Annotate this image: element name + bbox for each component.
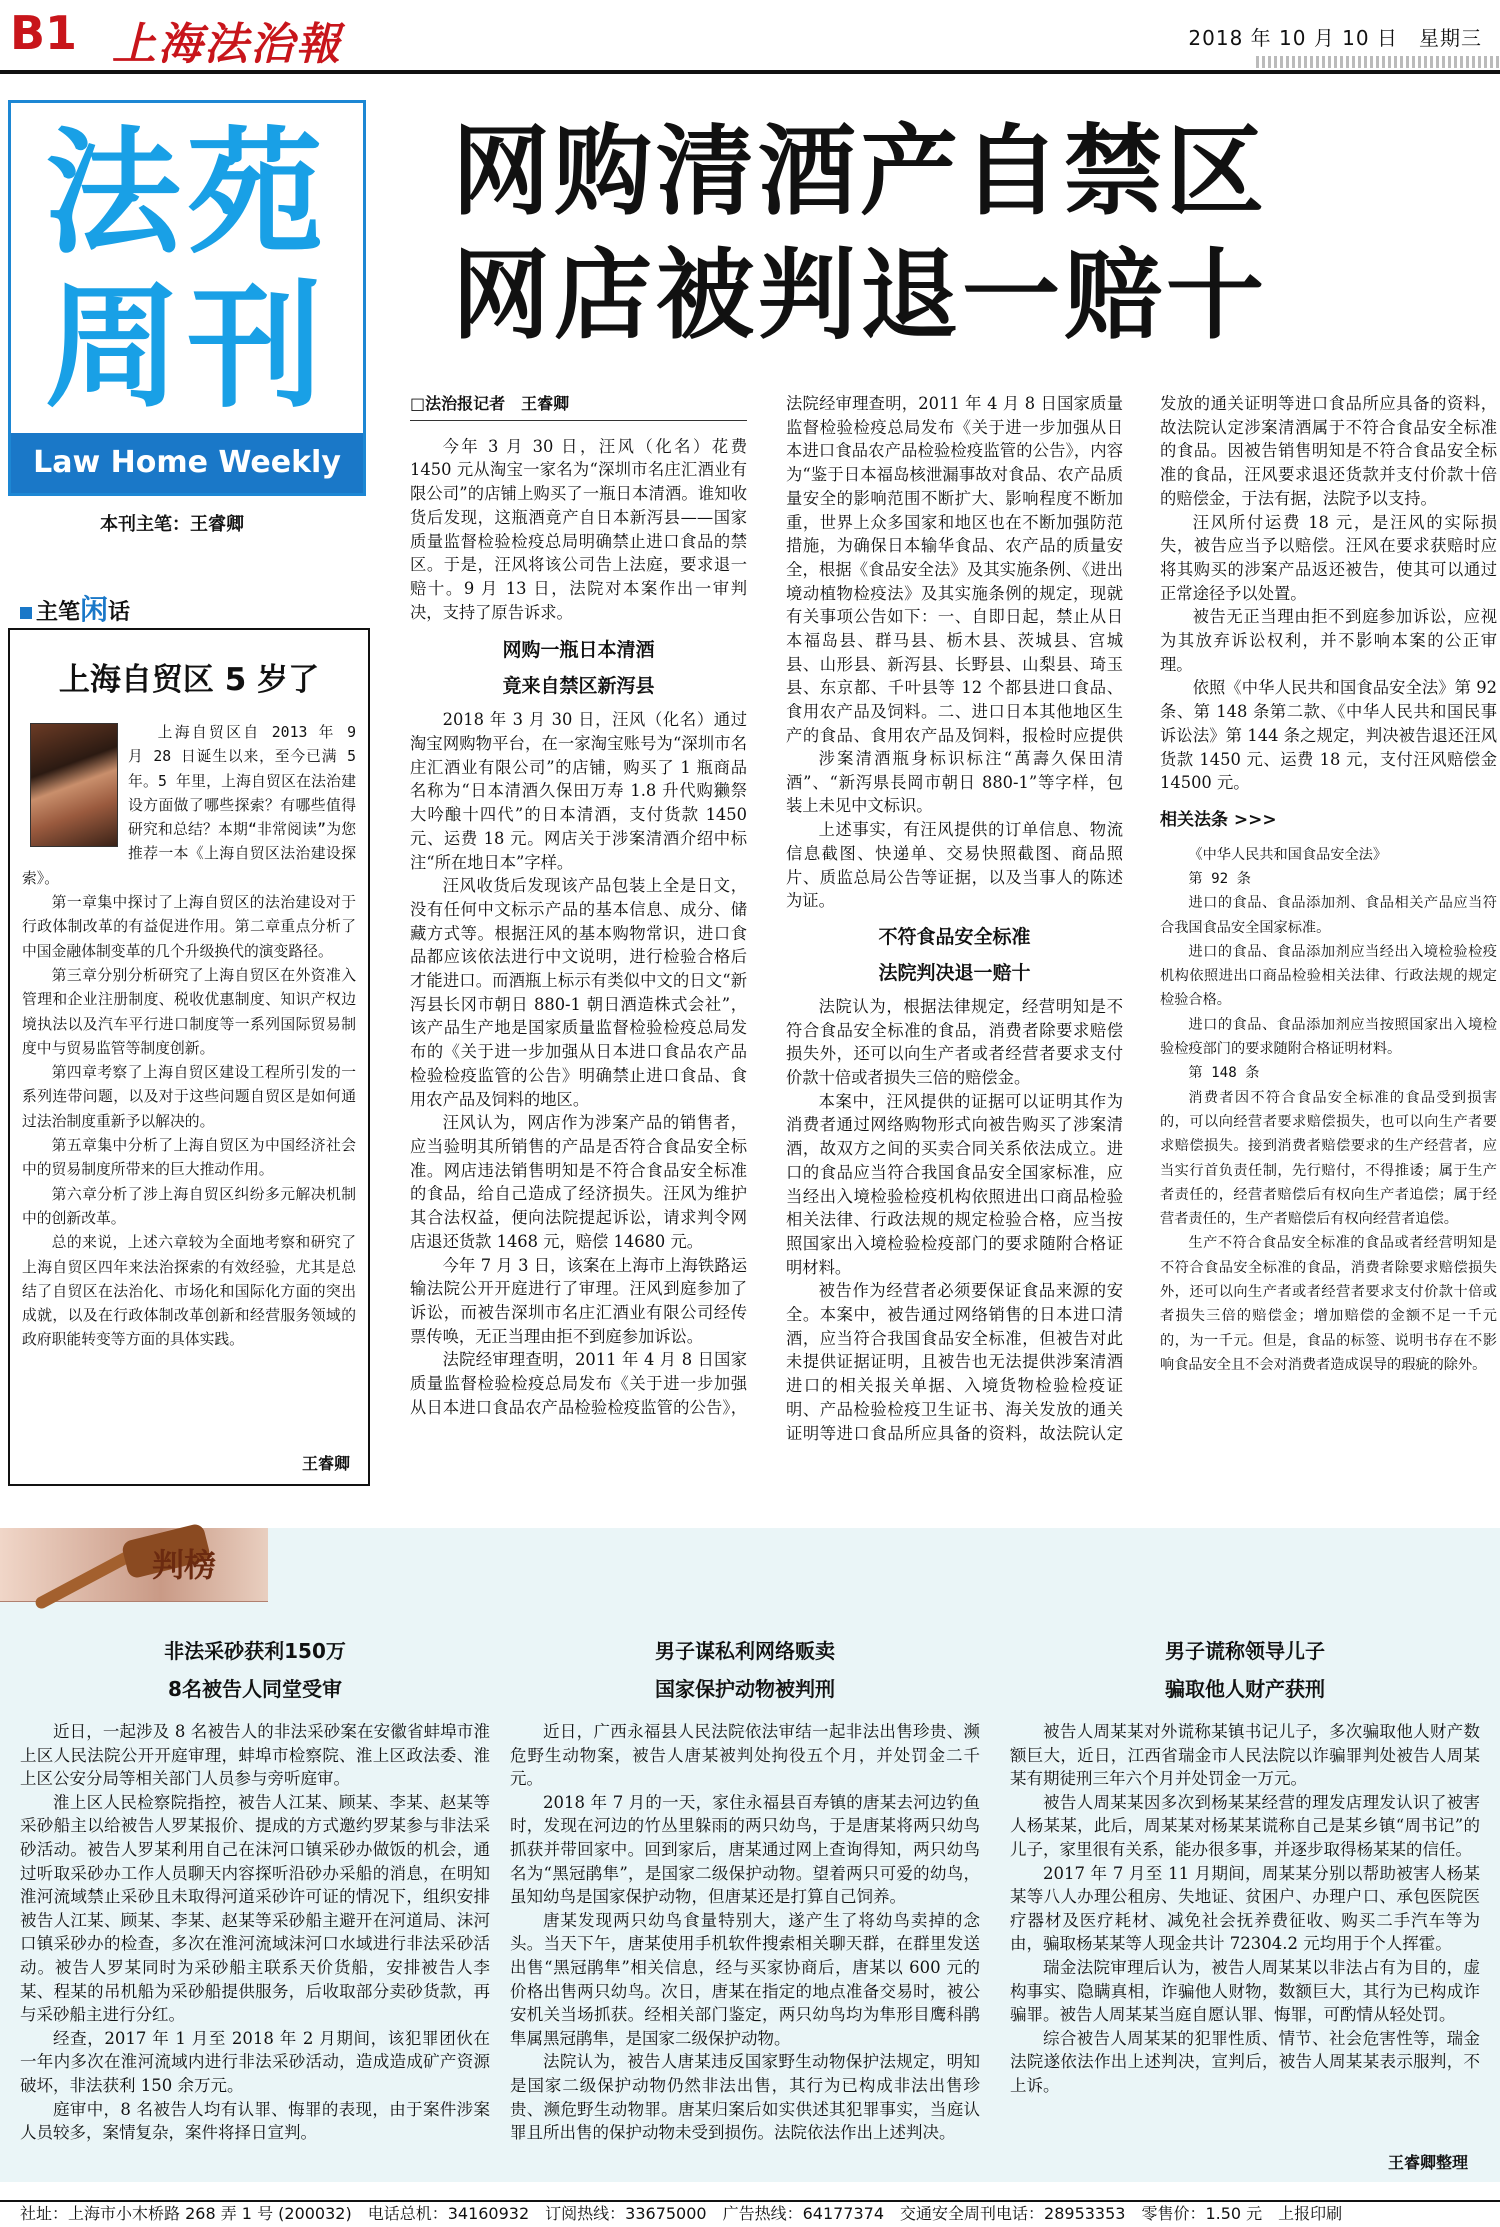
label-mid: 闲 [80,593,109,626]
article-column-3 [1160,392,1497,1377]
column-logo-english: Law Home Weekly [11,433,363,493]
article-paragraph: 涉案清酒瓶身标识标注“萬壽久保田清酒”、“新泻県長岡市朝日 880-1”等字样，包装上未见中文标识。 [786,749,1123,816]
article-paragraph: 被告作为经营者必须要保证食品来源的安全。本案中，被告通过网络销售的日本进口清酒，应当符合我国食品安全标准，但被告对此未提供证据证明，且被告也无法提供涉案清酒进口的相关报关单据、入境货物检验检疫证明、产品检验检疫卫生证书、海关发放的通关证明等进口食品所应具备的资料，故法院认定 [786,1281,1123,1443]
issue-date: 2018 年 10 月 10 日 星期三 [1188,26,1482,50]
law-article-148: 第 148 条 [1188,1065,1260,1082]
story-paragraph: 被告人周某某因多次到杨某某经营的理发店理发认识了被害人杨某某，此后，周某某对杨某某谎称自己是某乡镇“周书记”的儿子，家里很有关系，能办很多事，并逐步取得杨某某的信任。 [1010,1792,1480,1859]
article-paragraph: 法院认为，根据法律规定，经营明知是不符合食品安全标准的食品，消费者除要求赔偿损失外，还可以向生产者或者经营者要求支付价款十倍或者损失三倍的赔偿金。 [786,996,1123,1088]
related-laws [1160,843,1497,1378]
story-paragraph: 淮上区人民检察院指控，被告人江某、顾某、李某、赵某等采砂船主以给被告人罗某报价、提成的方式邀约罗某参与非法采砂活动。被告人罗某利用自己在沫河口镇采砂办做饭的机会，通过听取采砂办工作人员聊天内容探听沿砂办采船的消息，在明知淮河流域禁止采砂且未取得河道采砂许可证的情况下，组织安排被告人江某、顾某、李某、赵某等采砂船主避开在河道局、沫河口镇采砂办的检查，多次在淮河流域沫河口水域进行非法采砂活动。被告人罗某同时为采砂船主联系天价货船，安排被告人李某、程某的吊机船为采砂船提供服务，后收取部分卖砂货款，再与采砂船主进行分红。 [20,1792,490,2025]
article-column-2 [786,392,1123,1445]
story-1 [20,1632,490,2145]
header-rule [0,70,1500,74]
law-title: 《中华人民共和国食品安全法》 [1188,846,1388,863]
article-paragraph: 本案中，汪风提供的证据可以证明其作为消费者通过网络购物形式向被告购买了涉案清酒，故双方之间的买卖合同关系依法成立。进口的食品应当符合我国食品安全国家标准，应当经出入境检验检疫机构依照进出口商品检验相关法律、行政法规的规定检验合格，应当按照国家出入境检验检疫部门的要求随附合格证明材料。 [786,1091,1123,1277]
related-laws-label: 相关法条 >>> [1160,809,1277,830]
story-paragraph: 近日，一起涉及 8 名被告人的非法采砂案在安徽省蚌埠市淮上区人民法院公开开庭审理，蚌埠市检察院、淮上区政法委、淮上区公安分局等相关部门人员参与旁听庭审。 [20,1722,490,1789]
story-paragraph: 被告人周某某对外谎称某镇书记儿子，多次骗取他人财产数额巨大，近日，江西省瑞金市人民法院以诈骗罪判处被告人周某某有期徒刑三年六个月并处罚金一万元。 [1010,1722,1480,1789]
subheading-1 [410,632,747,704]
article-column-1 [410,392,747,1419]
author-photo [30,723,118,847]
article-paragraph: 汪风认为，网店作为涉案产品的销售者，应当验明其所销售的产品是否符合食品安全标准。网店违法销售明知是不符合食品安全标准的食品，给自己造成了经济损失。汪风为维护其合法权益，便向法院提起诉讼，请求判令网店退还货款 1468 元，赔偿 14680 元。 [410,1113,747,1251]
byline: □法治报记者 王睿卿 [410,392,747,421]
story-1-title [20,1632,490,1708]
story-2-title-line-1: 男子谋私利网络贩卖 [655,1639,835,1663]
law-text: 生产不符合食品安全标准的食品或者经营明知是不符合食品安全标准的食品，消费者除要求赔偿损失外，还可以向生产者或者经营者要求支付价款十倍或者损失三倍的赔偿金；增加赔偿的金额不足一千元的，为一千元。但是，食品的标签、说明书存在不影响食品安全且不会对消费者造成误导的瑕疵的除外。 [1160,1235,1497,1373]
article-paragraph: 上述事实，有汪风提供的订单信息、物流信息截图、快递单、交易快照截图、商品照片、质监总局公告等证据，以及当事人的陈述为证。 [786,820,1123,911]
subheading-2b: 法院判决退一赔十 [878,961,1031,984]
story-paragraph: 唐某发现两只幼鸟食量特别大，遂产生了将幼鸟卖掉的念头。当天下午，唐某使用手机软件搜索相关聊天群，在群里发送出售“黑冠鹃隼”相关信息，经与买家协商后，唐某以 600 元的价格出售两只幼鸟。次日，唐某在指定的地点准备交易时，被公安机关当场抓获。经相关部门鉴定，两只幼鸟均为隼形目鹰科鹃隼属黑冠鹃隼，是国家二级保护动物。 [510,1910,980,2048]
article-paragraph: 汪风所付运费 18 元，是汪风的实际损失，被告应当予以赔偿。汪风在要求获赔时应将其购买的涉案产品返还被告，使其可以通过正常途径予以处置。 [1160,512,1497,603]
law-article-92: 第 92 条 [1188,870,1251,887]
section-signature: 王睿卿整理 [1387,2153,1468,2172]
article-paragraph: 汪风收货后发现该产品包装上全是日文，没有任何中文标示产品的基本信息、成分、储藏方式等。根据汪风的基本购物常识，进口食品都应该依法进行中文说明，进行检验合格后才能进口。而酒瓶上标示有类似中文的日文“新泻县长冈市朝日 880-1 朝日酒造株式会社”，该产品生产地是国家质量监督检验检疫总局发布的《关于进一步加强从日本进口食品农产品检验检疫监管的公告》明确禁止进口食品、食用农产品及饲料的地区。 [410,876,747,1109]
story-3-title-line-2: 骗取他人财产获刑 [1165,1677,1325,1701]
main-headline [452,110,1268,358]
subheading-2 [786,919,1123,991]
story-3 [1010,1632,1480,2098]
story-3-title [1010,1632,1480,1708]
story-paragraph: 2018 年 7 月的一天，家住永福县百寿镇的唐某去河边钓鱼时，发现在河边的竹丛里躲雨的两只幼鸟，于是唐某将两只幼鸟抓获并带回家中。回到家后，唐某通过网上查询得知，两只幼鸟名为“黑冠鹃隼”，是国家二级保护动物。望着两只可爱的幼鸟，虽知幼鸟是国家保护动物，但唐某还是打算自己饲养。 [510,1792,980,1907]
article-paragraph: 依照《中华人民共和国食品安全法》第 92 条、第 148 条第二款、《中华人民共和国民事诉讼法》第 144 条之规定，判决被告退还汪风货款 1450 元、运费 18 元，支付汪风赔偿金 14500 元。 [1160,678,1497,793]
square-icon [20,607,32,619]
editor-paragraph: 第三章分别分析研究了上海自贸区在外资准入管理和企业注册制度、税收优惠制度、知识产权边境执法以及汽车平行进口制度等一系列国际贸易制度中与贸易监管等制度创新。 [22,966,356,1057]
page-number: B1 [10,6,78,60]
editor-paragraph: 上海自贸区自 2013 年 9 月 28 日诞生以来，至今已满 5 年。5 年里，上海自贸区在法治建设方面做了哪些探索？有哪些值得研究和总结？本期“非常阅读”为您推荐一本《上海自贸区法治建设探索》。 [22,724,356,887]
editor-paragraph: 第五章集中分析了上海自贸区为中国经济社会中的贸易制度所带来的巨大推动作用。 [22,1137,356,1179]
subheading-2a: 不符食品安全标准 [878,925,1031,948]
editor-paragraph: 第一章集中探讨了上海自贸区的法治建设对于行政体制改革的有益促进作用。第二章重点分析了中国金融体制变革的几个升级换代的演变路径。 [22,894,356,960]
header-stripe [1256,56,1500,68]
story-paragraph: 瑞金法院审理后认为，被告人周某某以非法占有为目的，虚构事实、隐瞒真相，诈骗他人财物，数额巨大，其行为已构成诈骗罪。被告人周某某当庭自愿认罪、悔罪，可酌情从轻处罚。 [1010,1957,1480,2025]
story-2-title-line-2: 国家保护动物被判刑 [655,1677,835,1701]
masthead: 上海法治報 [112,19,342,70]
law-text: 进口的食品、食品添加剂应当按照国家出入境检验检疫部门的要求随附合格证明材料。 [1160,1016,1497,1058]
law-text: 进口的食品、食品添加剂应当经出入境检验检疫机构依照进出口商品检验相关法律、行政法规的规定检验合格。 [1160,943,1497,1009]
page-header [0,0,1500,80]
story-2-title [510,1632,980,1708]
editor-column-label [20,588,130,628]
subheading-1a: 网购一瓶日本清酒 [502,639,655,662]
story-paragraph: 庭审中，8 名被告人均有认罪、悔罪的表现，由于案件涉案人员较多，案情复杂，案件将择日宣判。 [20,2099,490,2143]
subheading-1b: 竟来自禁区新泻县 [502,675,655,698]
story-1-title-line-2: 8名被告人同堂受审 [168,1677,342,1701]
story-2 [510,1632,980,2145]
editor-paragraph: 总的来说，上述六章较为全面地考察和研究了上海自贸区四年来法治探索的有效经验，尤其是总结了自贸区在法治化、市场化和国际化方面的突出成就，以及在行政体制改革创新和经营服务领域的政府职能转变等方面的具体实践。 [22,1234,356,1349]
column-logo [8,100,366,496]
logo-line-1: 法苑 [45,115,329,273]
story-paragraph: 综合被告人周某某的犯罪性质、情节、社会危害性等，瑞金法院遂依法作出上述判决，宣判后，被告人周某某表示服判，不上诉。 [1010,2028,1480,2095]
article-paragraph-continued: 法院经审理查明，2011 年 4 月 8 日国家质量监督检验检疫总局发布《关于进一步加强从日本进口食品农产品检验检疫监管的公告》，内容为“鉴于日本福岛核泄漏事故对食品、农产品质量安全的影响范围不断扩大、影响程度不断加重，世界上众多国家和地区也在不断加强防范措施，为确保日本输华食品、农产品的质量安全，根据《食品安全法》及其实施条例、《进出境动植物检疫法》及其实施条例的规定，现就有关事项公告如下：一、自即日起，禁止从日本福岛县、群马县、栃木县、茨城县、宫城县、山形县、新泻县、长野县、山梨县、琦玉县、东京都、千叶县等 12 个都县进口食品、食用农产品及饲料。二、进口日本其他地区生产的食品、食用农产品及饲料，报检时应提供 [786,394,1123,745]
headline-line-1: 网购清酒产自禁区 [452,115,1269,229]
editor-paragraph: 第四章考察了上海自贸区建设工程所引发的一系列连带问题，以及对于这些问题自贸区是如何通过法治制度重新予以解决的。 [22,1064,356,1130]
verdict-section-label: 判榜 [152,1546,217,1584]
editor-paragraph: 第六章分析了涉上海自贸区纠纷多元解决机制中的创新改革。 [22,1185,356,1227]
headline-line-2: 网店被判退一赔十 [452,239,1269,353]
column-logo-chinese [11,117,363,425]
label-post: 话 [108,599,131,625]
article-paragraph: 被告无正当理由拒不到庭参加诉讼，应视为其放弃诉讼权利，并不影响本案的公正审理。 [1160,607,1497,674]
article-paragraph: 2018 年 3 月 30 日，汪风（化名）通过淘宝网购物平台，在一家淘宝账号为“深圳市名庄汇酒业有限公司”的店铺，购买了 1 瓶商品名称为“日本清酒久保田万寿 1.8 升代购獭祭大吟酿十四代”的日本清酒，支付货款 1450 元、运费 18 元。网店关于涉案清酒介绍中标注“所在地日本”字样。 [410,710,747,872]
article-paragraph: 法院经审理查明，2011 年 4 月 8 日国家质量监督检验检疫总局发布《关于进一步加强从日本进口食品农产品检验检疫监管的公告》， [410,1350,747,1417]
story-paragraph: 经查，2017 年 1 月至 2018 年 2 月期间，该犯罪团伙在一年内多次在淮河流域内进行非法采砂活动，造成造成矿产资源破坏，非法获利 150 余万元。 [20,2028,490,2095]
logo-line-2: 周刊 [45,269,329,427]
editor-column-title: 上海自贸区 5 岁了 [58,662,320,698]
story-paragraph: 2017 年 7 月至 11 月期间，周某某分别以帮助被害人杨某某等八人办理公租房、失地证、贫困户、办理户口、承包医院医疗器材及医疗耗材、减免社会抚养费征收、购买二手汽车等为由，骗取杨某某等人现金共计 72304.2 元均用于个人挥霍。 [1010,1863,1480,1954]
article-paragraph-continued: 发放的通关证明等进口食品所应具备的资料，故法院认定涉案清酒属于不符合食品安全标准的食品。因被告销售明知是不符合食品安全标准的食品，汪风要求退还货款并支付价款十倍的赔偿金，于法有据，法院予以支持。 [1160,394,1497,508]
story-paragraph: 法院认为，被告人唐某违反国家野生动物保护法规定，明知是国家二级保护动物仍然非法出售，其行为已构成非法出售珍贵、濒危野生动物罪。唐某归案后如实供述其犯罪事实，当庭认罪且所出售的保护动物未受到损伤。法院依法作出上述判决。 [510,2052,980,2143]
editor-signature: 王睿卿 [301,1454,350,1473]
story-paragraph: 近日，广西永福县人民法院依法审结一起非法出售珍贵、濒危野生动物案，被告人唐某被判处拘役五个月，并处罚金二千元。 [510,1722,980,1789]
footer: 社址：上海市小木桥路 268 弄 1 号 (200032) 电话总机：34160932 订阅热线：33675000 广告热线：64177374 交通安全周刊电话：28953353 零售价：1.50 元 上报印刷 [0,2200,1500,2227]
column-editor: 本刊主笔：王睿卿 [100,514,244,535]
editor-column-body [22,721,356,1353]
article-paragraph: 今年 3 月 30 日，汪风（化名）花费 1450 元从淘宝一家名为“深圳市名庄汇酒业有限公司”的店铺上购买了一瓶日本清酒。谁知收货后发现，这瓶酒竟产自日本新泻县——国家质量监督检验检疫总局明确禁止进口食品的禁区。于是，汪风将该公司告上法庭，要求退一赔十。9 月 13 日，法院对本案作出一审判决，支持了原告诉求。 [410,436,747,622]
article-paragraph: 今年 7 月 3 日，该案在上海市上海铁路运输法院公开开庭进行了审理。汪风到庭参加了诉讼，而被告深圳市名庄汇酒业有限公司经传票传唤，无正当理由拒不到庭参加诉讼。 [410,1255,747,1346]
editor-column [8,628,370,1486]
law-text: 消费者因不符合食品安全标准的食品受到损害的，可以向经营者要求赔偿损失，也可以向生产者要求赔偿损失。接到消费者赔偿要求的生产经营者，应当实行首负责任制，先行赔付，不得推诿；属于生产者责任的，经营者赔偿后有权向生产者追偿；属于经营者责任的，生产者赔偿后有权向经营者追偿。 [1160,1089,1497,1228]
story-3-title-line-1: 男子谎称领导儿子 [1165,1639,1325,1663]
law-text: 进口的食品、食品添加剂、食品相关产品应当符合我国食品安全国家标准。 [1160,895,1497,936]
label-pre: 主笔 [36,599,81,625]
story-1-title-line-1: 非法采砂获利150万 [164,1639,346,1663]
